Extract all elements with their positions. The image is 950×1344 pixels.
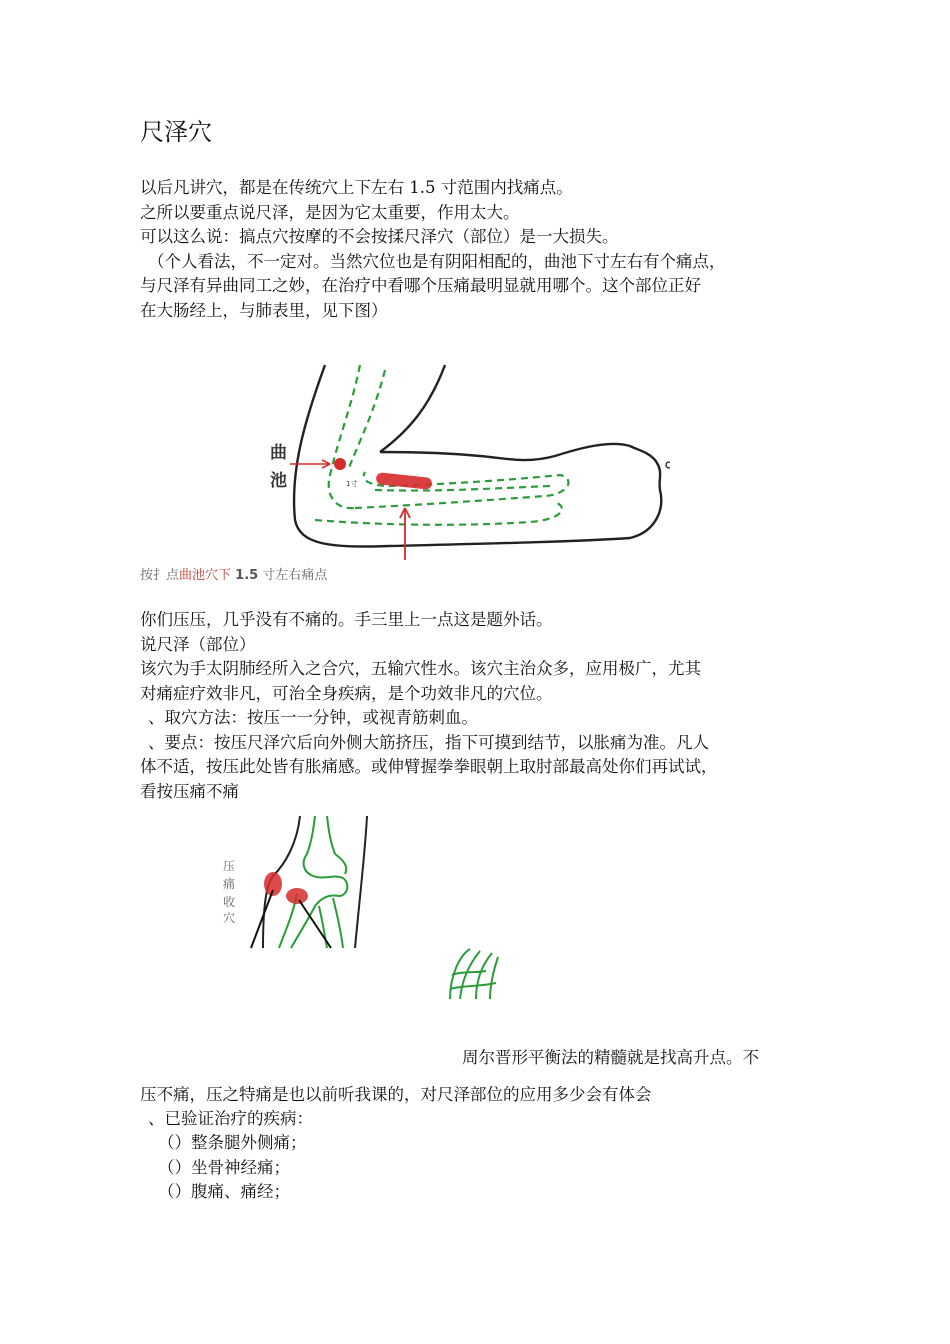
elbow-figure (215, 814, 375, 950)
intro-line: （个人看法，不一定对。当然穴位也是有阴阳相配的，曲池下寸左右有个痛点， (148, 251, 726, 271)
tender-band (376, 472, 433, 490)
intro-line: 可以这么说：搞点穴按摩的不会按揉尺泽穴（部位）是一大损失。 (140, 227, 619, 246)
body-line: 、取穴方法：按压一一分钟，或视青筋刺血。 (148, 708, 478, 727)
elbow-outline-right (355, 816, 367, 948)
upper-arm-outline (380, 365, 445, 452)
figure2-label-2: 痛 (223, 877, 236, 891)
fingertip-outline (666, 462, 670, 468)
caption-highlight: 曲池穴下 (179, 568, 232, 583)
bone-outline (279, 816, 347, 948)
forearm-figure (270, 360, 670, 560)
intro-line: 之所以要重点说尺泽，是因为它太重要，作用太大。 (140, 202, 520, 222)
body-line: 看按压痛不痛 (140, 781, 239, 801)
list-item: （）腹痛、痛经； (158, 1182, 290, 1201)
continuation-line: 压不痛，压之特痛是也以前听我课的，对尺泽部位的应用多少会有体会 (140, 1085, 652, 1104)
body-paragraph (140, 608, 718, 804)
intro-paragraph (140, 176, 726, 323)
intro-line: 在大肠经上，与肺表里，见下图） (140, 300, 388, 320)
caption-prefix: 按扌点 (140, 568, 180, 583)
caption-number: 1.5 (235, 568, 259, 583)
body-line: 该穴为手太阴肺经所入之合穴，五输穴性水。该穴主治众多，应用极广，尤其 (140, 659, 701, 678)
pointer-line-1 (251, 890, 273, 948)
quchi-point (334, 458, 346, 470)
fragment-outline (450, 949, 498, 999)
bone-fragment-figure (446, 945, 500, 1001)
list-item: （）整条腿外侧痛； (158, 1133, 307, 1152)
body-line: 、要点：按压尺泽穴后向外侧大筋挤压，指下可摸到结节，以胀痛为准。凡人 (148, 732, 709, 752)
intro-line: 与尺泽有异曲同工之妙，在治疗中看哪个压痛最明显就用哪个。这个部位正好 (140, 276, 701, 295)
figure2-label-3: 收 (223, 895, 236, 909)
floating-line: 周尔晋形平衡法的精髓就是找高升点。不 (462, 1048, 759, 1067)
body-line: 说尺泽（部位） (140, 634, 256, 654)
tender-point-2 (286, 888, 308, 904)
figure-small-label: 1寸 (346, 480, 358, 488)
caption-suffix: 寸左右痛点 (262, 568, 328, 583)
figure-label-chi: 池 (270, 471, 287, 491)
body-line: 你们压压，几乎没有不痛的。手三里上一点这是题外话。 (140, 610, 553, 629)
figure-label-qu: 曲 (270, 443, 287, 463)
list-item: （）坐骨神经痛； (158, 1158, 290, 1177)
list-heading: 、已验证治疗的疾病： (148, 1109, 313, 1128)
body-line: 体不适，按压此处皆有胀痛感。或伸臂握拳拳眼朝上取肘部最高处你们再试试， (140, 757, 718, 776)
arm-outline (294, 365, 661, 547)
intro-line: 以后凡讲穴，都是在传统穴上下左右 1.5 寸范围内找痛点。 (140, 178, 573, 197)
body-line: 对痛症疗效非凡，可治全身疾病，是个功效非凡的穴位。 (140, 683, 553, 703)
meridian-lines (315, 365, 568, 525)
figure2-label-1: 压 (223, 859, 236, 873)
page-title: 尺泽穴 (140, 118, 212, 146)
figure2-label-4: 穴 (223, 911, 236, 925)
figure-caption (140, 564, 327, 583)
